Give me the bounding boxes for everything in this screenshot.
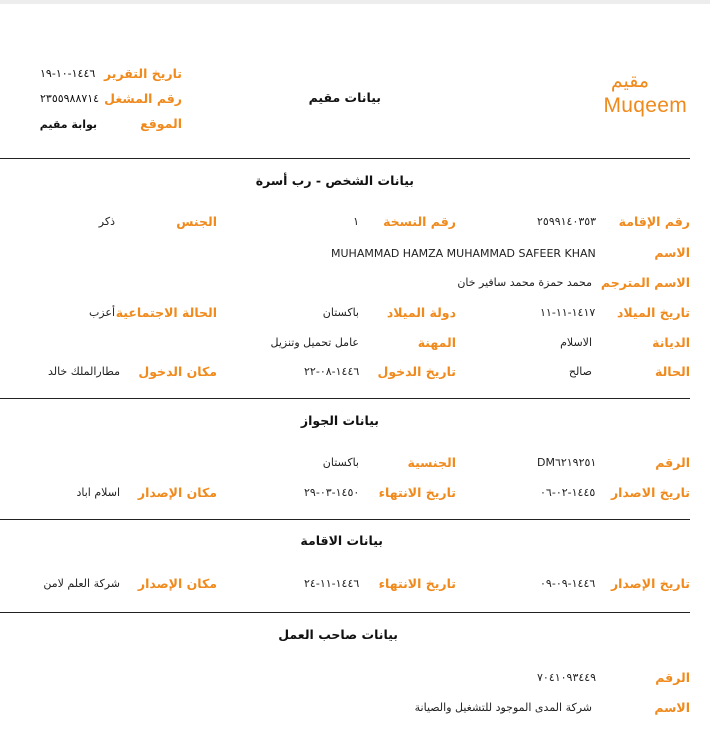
occupation-label: المهنة <box>417 335 456 350</box>
employer-number-value: ٧٠٤١٠٩٣٤٤٩ <box>537 671 597 684</box>
muqeem-logo-arabic: مقيم <box>610 70 649 92</box>
employer-number-label: الرقم <box>655 670 690 685</box>
passport-number-label: الرقم <box>655 455 690 470</box>
iqama-number-label: رقم الإقامة <box>618 214 690 229</box>
passport-expiry-date-label: تاريخ الانتهاء <box>378 485 456 500</box>
divider <box>0 612 690 613</box>
passport-number-value: DM٦٢١٩٢٥١ <box>537 456 597 469</box>
gender-value: ذكر <box>98 215 115 228</box>
employer-name-value: شركة المدى الموجود للتشغيل والصيانة <box>414 701 592 714</box>
status-label: الحالة <box>655 364 690 379</box>
residency-issue-date-label: تاريخ الإصدار <box>610 576 690 591</box>
page-top-edge <box>0 0 710 4</box>
name-value: MUHAMMAD HAMZA MUHAMMAD SAFEER KHAN <box>331 247 596 260</box>
name-label: الاسم <box>654 245 690 260</box>
site-label: الموقع <box>140 116 182 131</box>
nationality-label: الجنسية <box>407 455 456 470</box>
divider <box>0 158 690 159</box>
passport-expiry-date-value: ١٤٥٠-٠٣-٢٩ <box>304 486 360 499</box>
residency-expiry-date-value: ١٤٤٦-١١-٢٤ <box>304 577 360 590</box>
entry-place-label: مكان الدخول <box>138 364 217 379</box>
marital-status-label: الحالة الاجتماعية <box>115 305 217 320</box>
employer-section-title: بيانات صاحب العمل <box>278 627 398 642</box>
divider <box>0 398 690 399</box>
occupation-value: عامل تحميل وتنزيل <box>270 336 359 349</box>
operator-number-value: ٢٣٥٥٩٨٨٧١٤ <box>40 92 100 105</box>
entry-date-value: ١٤٤٦-٠٨-٢٢ <box>304 365 360 378</box>
copy-number-label: رقم النسخة <box>383 214 456 229</box>
birth-country-value: باكستان <box>322 306 359 319</box>
residency-expiry-date-label: تاريخ الانتهاء <box>378 576 456 591</box>
residency-issue-place-value: شركة العلم لامن <box>43 577 120 590</box>
iqama-number-value: ٢٥٩٩١٤٠٣٥٣ <box>537 215 597 228</box>
residency-issue-date-value: ١٤٤٦-٠٩-٠٩ <box>540 577 596 590</box>
marital-status-value: أعزب <box>88 306 115 319</box>
passport-issue-date-value: ١٤٤٥-٠٢-٠٦ <box>540 486 596 499</box>
site-value: بوابة مقيم <box>39 118 97 131</box>
passport-section-title: بيانات الجواز <box>300 413 379 428</box>
employer-name-label: الاسم <box>654 700 690 715</box>
page-title: بيانات مقيم <box>308 90 381 105</box>
operator-number-label: رقم المشغل <box>104 91 182 106</box>
report-date-value: ١٤٤٦-١٠-١٩ <box>40 67 96 80</box>
nationality-value: باكستان <box>322 456 359 469</box>
status-value: صالح <box>568 365 592 378</box>
translated-name-label: الاسم المترجم <box>600 275 690 290</box>
birth-date-label: تاريخ الميلاد <box>616 305 690 320</box>
entry-date-label: تاريخ الدخول <box>377 364 456 379</box>
religion-value: الاسلام <box>560 336 592 349</box>
muqeem-logo-english: Muqeem <box>603 94 687 117</box>
translated-name-value: محمد حمزة محمد سافير خان <box>457 276 592 289</box>
residency-issue-place-label: مكان الإصدار <box>137 576 217 591</box>
person-section-title: بيانات الشخص - رب أسرة <box>255 173 414 188</box>
gender-label: الجنس <box>176 214 217 229</box>
passport-issue-date-label: تاريخ الاصدار <box>610 485 690 500</box>
passport-issue-place-value: اسلام اباد <box>76 486 120 499</box>
divider <box>0 519 690 520</box>
birth-country-label: دولة الميلاد <box>386 305 456 320</box>
copy-number-value: ١ <box>353 215 359 228</box>
passport-issue-place-label: مكان الإصدار <box>137 485 217 500</box>
birth-date-value: ١٤١٧-١١-١١ <box>540 306 596 319</box>
religion-label: الديانة <box>652 335 690 350</box>
entry-place-value: مطارالملك خالد <box>47 365 120 378</box>
residency-section-title: بيانات الاقامة <box>300 533 383 548</box>
report-date-label: تاريخ التقرير <box>104 66 182 81</box>
